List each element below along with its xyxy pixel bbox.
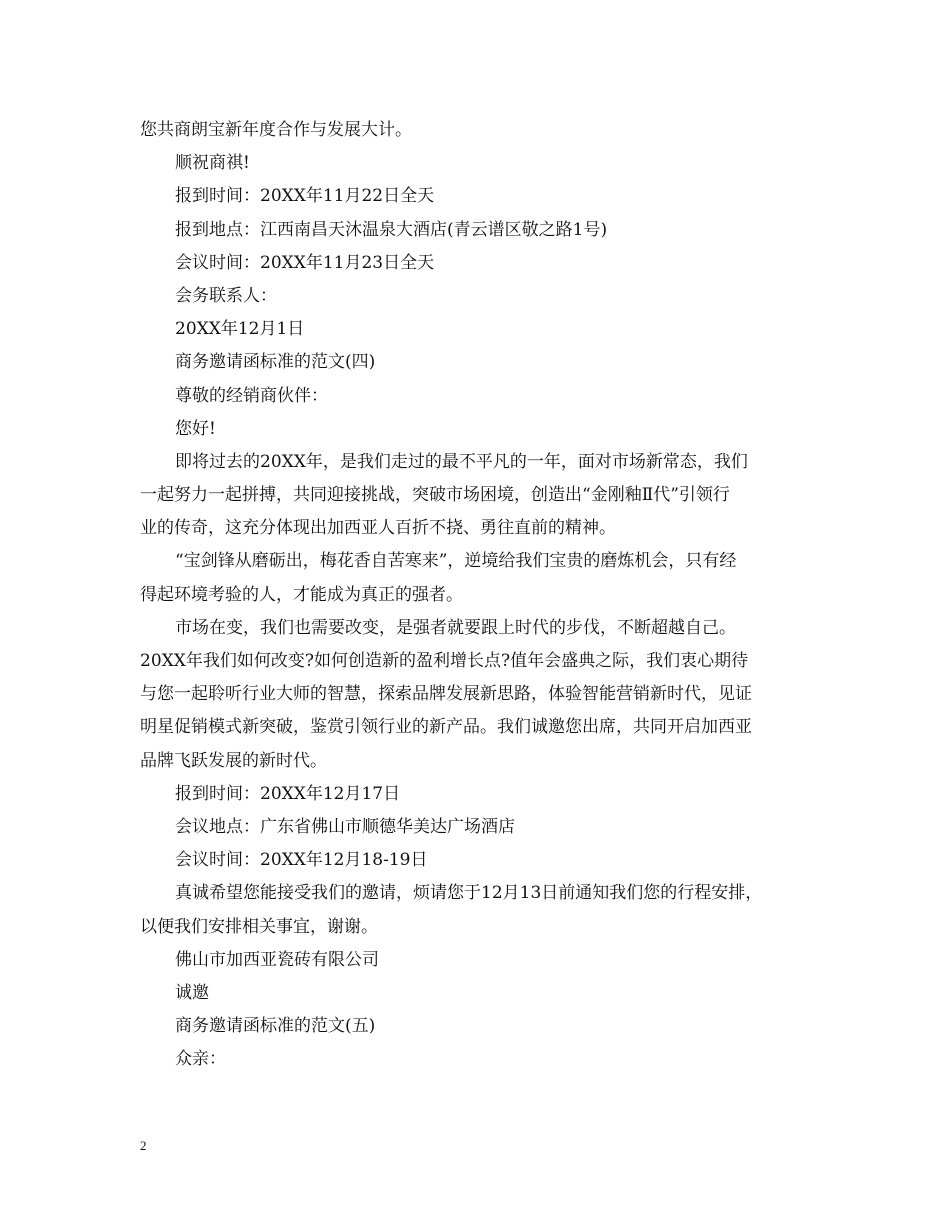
page-number: 2 [140, 1138, 147, 1153]
text-line: “宝剑锋从磨砺出，梅花香自苦寒来”，逆境给我们宝贵的磨炼机会，只有经 [175, 551, 737, 572]
text-line: 会议时间：20XX年11月23日全天 [175, 252, 435, 273]
text-line: 品牌飞跃发展的新时代。 [140, 750, 327, 771]
text-line: 您共商朗宝新年度合作与发展大计。 [140, 120, 412, 140]
text-line: 与您一起聆听行业大师的智慧，探索品牌发展新思路，体验智能营销新时代，见证 [140, 684, 752, 705]
text-line: 得起环境考验的人，才能成为真正的强者。 [140, 584, 463, 605]
text-line: 业的传奇，这充分体现出加西亚人百折不挠、勇往直前的精神。 [140, 518, 616, 539]
salutation: 众亲： [175, 1049, 226, 1070]
section-title: 商务邀请函标准的范文(五) [175, 1016, 376, 1037]
text-line: 一起努力一起拼搏，共同迎接挑战，突破市场困境，创造出“金刚釉Ⅱ代”引领行 [140, 485, 730, 506]
text-line: 顺祝商祺! [175, 153, 250, 174]
text-line: 报到地点：江西南昌天沐温泉大酒店(青云谱区敬之路1号) [175, 219, 608, 240]
signature-company: 佛山市加西亚瓷砖有限公司 [175, 949, 379, 970]
salutation: 尊敬的经销商伙伴： [175, 385, 328, 406]
text-line: 明星促销模式新突破，鉴赏引领行业的新产品。我们诚邀您出席，共同开启加西亚 [140, 717, 752, 738]
text-line: 会议时间：20XX年12月18-19日 [175, 850, 428, 871]
text-line: 真诚希望您能接受我们的邀请，烦请您于12月13日前通知我们您的行程安排， [175, 883, 763, 904]
text-line: 20XX年12月1日 [175, 319, 305, 340]
signature-closing: 诚邀 [175, 982, 209, 1003]
greeting: 您好! [175, 418, 216, 439]
document-body [140, 114, 825, 1076]
text-line: 报到时间：20XX年11月22日全天 [175, 186, 435, 207]
section-title: 商务邀请函标准的范文(四) [175, 352, 376, 373]
text-line: 报到时间：20XX年12月17日 [175, 783, 401, 804]
text-line: 市场在变，我们也需要改变，是强者就要跟上时代的步伐，不断超越自己。 [175, 617, 736, 638]
text-line: 即将过去的20XX年，是我们走过的最不平凡的一年，面对市场新常态，我们 [175, 451, 748, 472]
text-line: 会议地点：广东省佛山市顺德华美达广场酒店 [175, 816, 515, 837]
text-line: 20XX年我们如何改变?如何创造新的盈利增长点?值年会盛典之际，我们衷心期待 [140, 651, 749, 671]
text-line: 会务联系人： [175, 285, 277, 306]
text-line: 以便我们安排相关事宜，谢谢。 [140, 916, 378, 937]
